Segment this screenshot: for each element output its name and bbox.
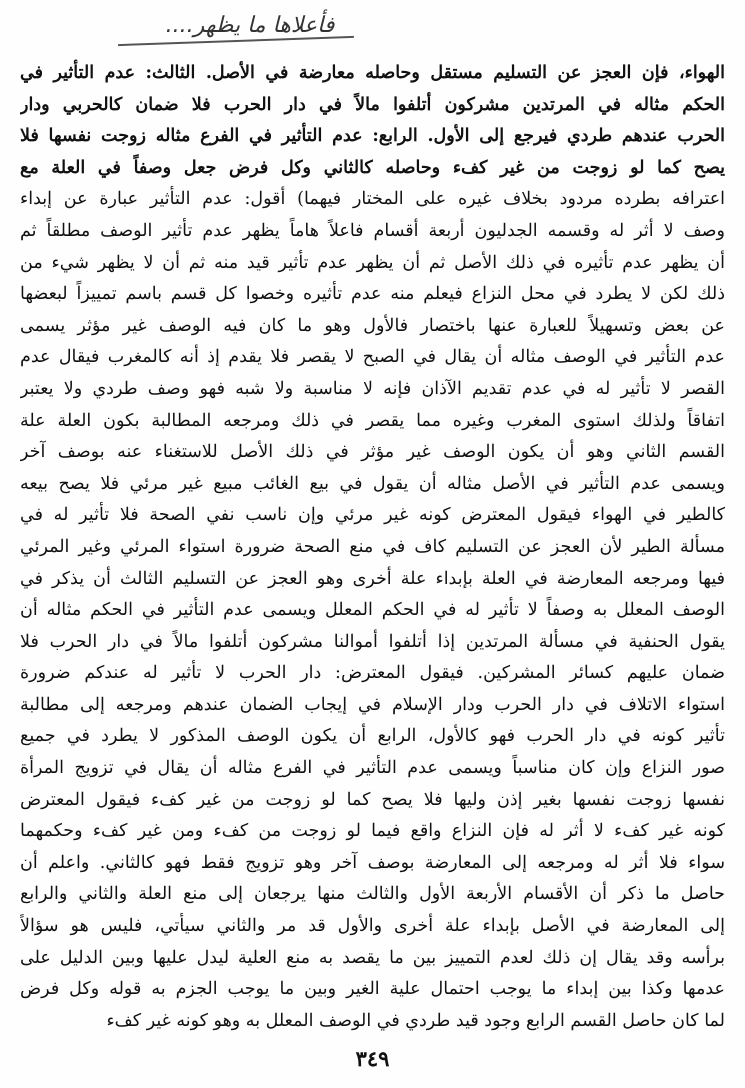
text-line: وصف لا أثر له وقسمه الجدليون أربعة أقسام فاعلاً هاماً يظهر عدم تأثير الوصف مطلقاً ثم — [20, 220, 725, 241]
text-line: اتفاقاً ولذلك استوى المغرب وغيره مما يقصر في ذلك ومرجعه المطالبة بكون العلة علة — [20, 410, 725, 431]
text-line: إلى المعارضة في الأصل بإبداء علة أخرى والأول قد مر والثاني سيأتي، فليس هو سؤالاً — [20, 916, 725, 937]
text-line: الهواء، فإن العجز عن التسليم مستقل وحاصله معارضة في الأصل. الثالث: عدم التأثير في — [20, 63, 725, 83]
text-line: ضمان عليهم كسائر المشركين. فيقول المعترض: دار الحرب لا تأثير له عندكم ضرورة — [20, 663, 725, 684]
text-line: الحرب عندهم طردي فيرجع إلى الأول. الرابع: عدم التأثير في الفرع مثاله زوجت نفسها فلا — [20, 126, 725, 147]
text-line: اعترافه بطرده مردود بخلاف غيره على المختار فيهما) أقول: عدم التأثير عبارة عن إبداء — [20, 189, 725, 210]
text-line: سواء فلا أثر له ومرجعه إلى المعارضة بوصف آخر وهو تزويج فقط فهو كالثاني. واعلم أن — [20, 852, 725, 873]
text-line: أن يظهر عدم تأثيره في ذلك الأصل ثم أن يظهر عدم تأثير قيد منه ثم أن لا يظهر شيء من — [20, 252, 725, 273]
body-text — [20, 58, 725, 1037]
text-line: لما كان حاصل القسم الرابع وجود قيد طردي في الوصف المعلل به وهو كونه غير كفء — [106, 1010, 725, 1031]
text-line: برأسه وقد يقال إن ذلك لعدم التمييز بين ما يقصد به منع العلية ليدل عليها وبين الدليل على — [20, 947, 725, 968]
text-line: الوصف المعلل به وصفاً لا تأثير له في الحكم المعلل ويسمى عدم التأثير في الحكم مثاله أن — [20, 600, 725, 621]
text-line: عن بعض وتسهيلاً للعبارة عنها باختصار فالأول وهو ما كان فيه الوصف غير مؤثر يسمى — [20, 315, 725, 336]
text-line: استواء الاتلاف في دار الحرب ودار الإسلام في إيجاب الضمان عندهم ومرجعه إلى مطالبة — [20, 694, 725, 715]
text-line: يقول الحنفية في مسألة المرتدين إذا أتلفوا أموالنا مشركون أتلفوا مالاً في دار الحرب فلا — [20, 631, 725, 652]
text-line: يصح كما لو زوجت من غير كفء وحاصله كالثاني وكل فرض جعل وصفاً في العلة مع — [20, 157, 725, 178]
text-line: القسم الثاني وهو أن يكون الوصف غير مؤثر في ذلك الأصل للاستغناء عنه بوصف آخر — [20, 442, 725, 463]
text-line: تأثير كونه في دار الحرب فهو كالأول، الرابع أن يكون الوصف المذكور لا يطرد في جميع — [20, 726, 725, 747]
handwritten-note: فأعلاها ما يظهر.... — [165, 13, 335, 38]
text-line: فيها ومرجعه المعارضة في العلة بإبداء علة أخرى وهو العجز عن التسليم الثالث أن يذكر في — [20, 568, 725, 589]
text-line: حاصل ما ذكر أن الأقسام الأربعة الأول والثالث منها يرجعان إلى منع العلة والثاني والرابع — [20, 884, 725, 905]
text-line: كالطير في الهواء فيقول المعترض كونه غير مرئي وإن ناسب نفي الصحة فلا تأثير له في — [20, 505, 725, 526]
text-line: ويسمى عدم التأثير في الأصل مثاله أن يقول في بيع الغائب مبيع غير مرئي فلا يصح بيعه — [20, 473, 725, 494]
text-line: كونه غير كفء لا أثر له فإن النزاع واقع فيما لو زوجت من كفء ومن غير كفء وحكمهما — [20, 821, 725, 842]
text-line: عدم التأثير في الوصف مثاله أن يقال في الصبح لا يقصر فلا يقدم إذ أنه كالمغرب فيقال عدم — [20, 347, 725, 368]
page-number: ٣٤٩ — [355, 1046, 390, 1071]
text-line: الحكم مثاله في المرتدين مشركون أتلفوا مالاً في دار الحرب فلا ضمان كالحربي ودار — [20, 94, 725, 115]
text-line: نفسها زوجت نفسها بغير إذن وليها فلا يصح كما لو زوجت من غير كفء فيقول المعترض — [20, 789, 725, 810]
text-line: ذلك لكن لا يطرد في محل النزاع فيعلم منه عدم تأثيره وخصوا كل قسم باسم تمييزاً لبعضها — [20, 284, 725, 305]
text-line: مسألة الطير لأن العجز عن التسليم كاف في منع الصحة ضرورة استواء المرئي وغير المرئي — [20, 536, 725, 557]
text-line: القصر لا تأثير له في عدم تقديم الآذان فإنه لا مناسبة ولا شبه فهو وصف طردي ولا يعتبر — [20, 378, 725, 399]
text-line: عدمها وكذا بين إبداء ما يوجب احتمال علية الغير وبين ما يوجب الجزم به قوله وكل فرض — [20, 979, 725, 1000]
text-line: صور النزاع وإن كان مناسباً ويسمى عدم التأثير في الفرع مثاله أن يقال في تزويج المرأة — [20, 758, 725, 779]
